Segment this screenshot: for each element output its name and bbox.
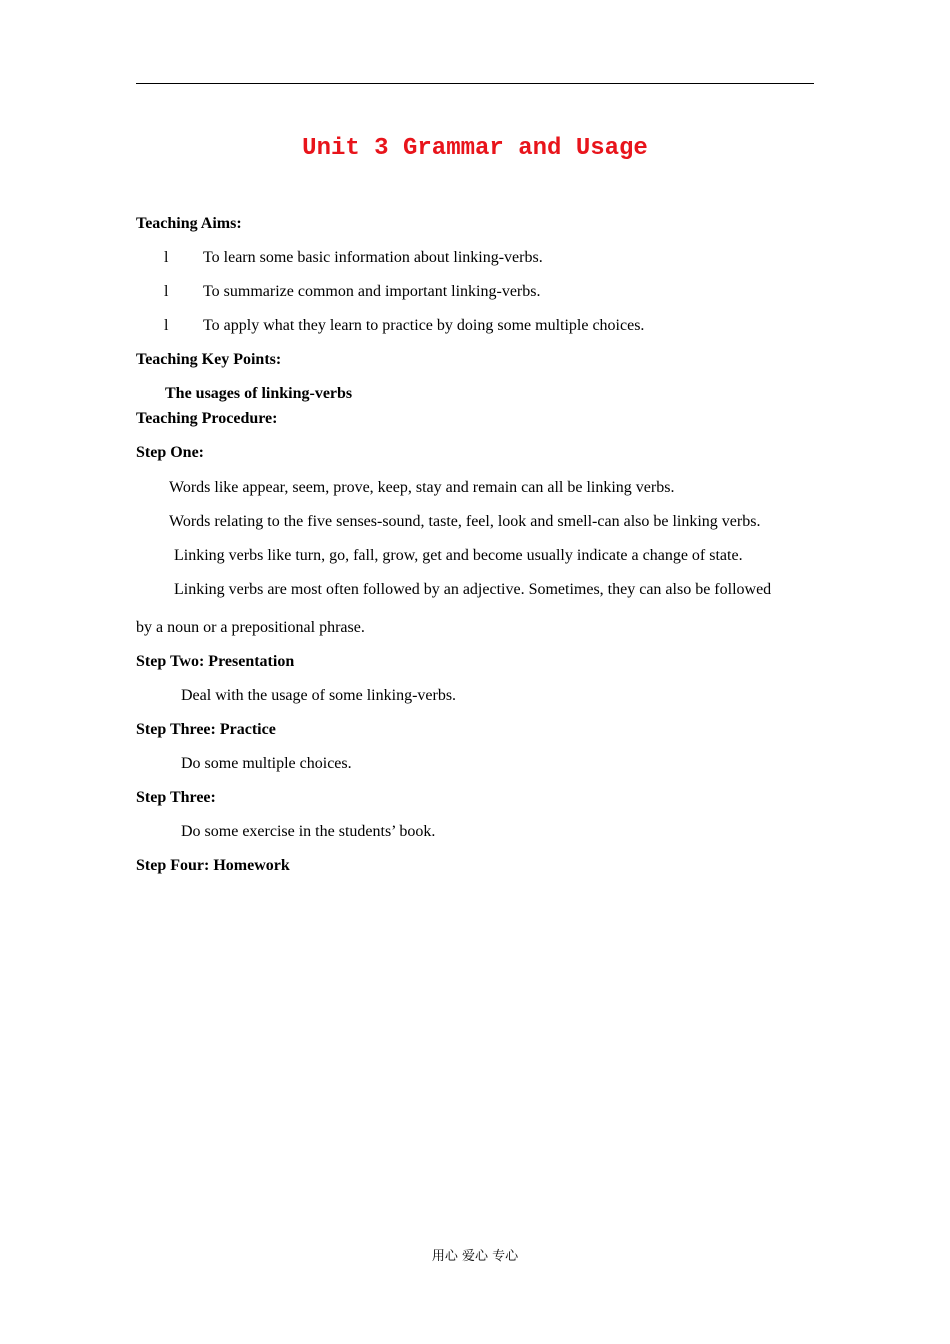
step-one-line: by a noun or a prepositional phrase.: [136, 619, 365, 636]
bullet-icon: l: [164, 317, 169, 334]
header-rule: [136, 83, 814, 84]
step-two-text: Deal with the usage of some linking-verbs.: [181, 687, 457, 704]
aim-item: To summarize common and important linking-verbs.: [203, 283, 541, 300]
page-footer: 用心 爱心 专心: [431, 1249, 519, 1264]
teaching-aims-heading: Teaching Aims:: [136, 215, 242, 232]
step-one-heading: Step One:: [136, 444, 204, 461]
step-three-heading: Step Three:: [136, 789, 216, 806]
step-two-heading: Step Two: Presentation: [136, 653, 295, 670]
step-one-line: Linking verbs like turn, go, fall, grow, get and become usually indicate a change of state.: [174, 547, 743, 564]
step-three-practice-text: Do some multiple choices.: [181, 755, 352, 772]
step-one-line: Words like appear, seem, prove, keep, stay and remain can all be linking verbs.: [169, 479, 675, 496]
step-three-practice-heading: Step Three: Practice: [136, 721, 276, 738]
bullet-icon: l: [164, 249, 169, 266]
step-one-line: Words relating to the five senses-sound, taste, feel, look and smell-can also be linking verbs.: [169, 513, 761, 530]
key-points-heading: Teaching Key Points:: [136, 351, 282, 368]
aim-item: To apply what they learn to practice by doing some multiple choices.: [203, 317, 645, 334]
step-three-text: Do some exercise in the students’ book.: [181, 823, 436, 840]
bullet-icon: l: [164, 283, 169, 300]
aim-item: To learn some basic information about linking-verbs.: [203, 249, 543, 266]
procedure-heading: Teaching Procedure:: [136, 410, 278, 427]
step-four-heading: Step Four: Homework: [136, 857, 290, 874]
key-points-text: The usages of linking-verbs: [165, 385, 353, 402]
page-title: Unit 3 Grammar and Usage: [302, 135, 648, 162]
step-one-line: Linking verbs are most often followed by an adjective. Sometimes, they can also be followed: [174, 581, 772, 598]
